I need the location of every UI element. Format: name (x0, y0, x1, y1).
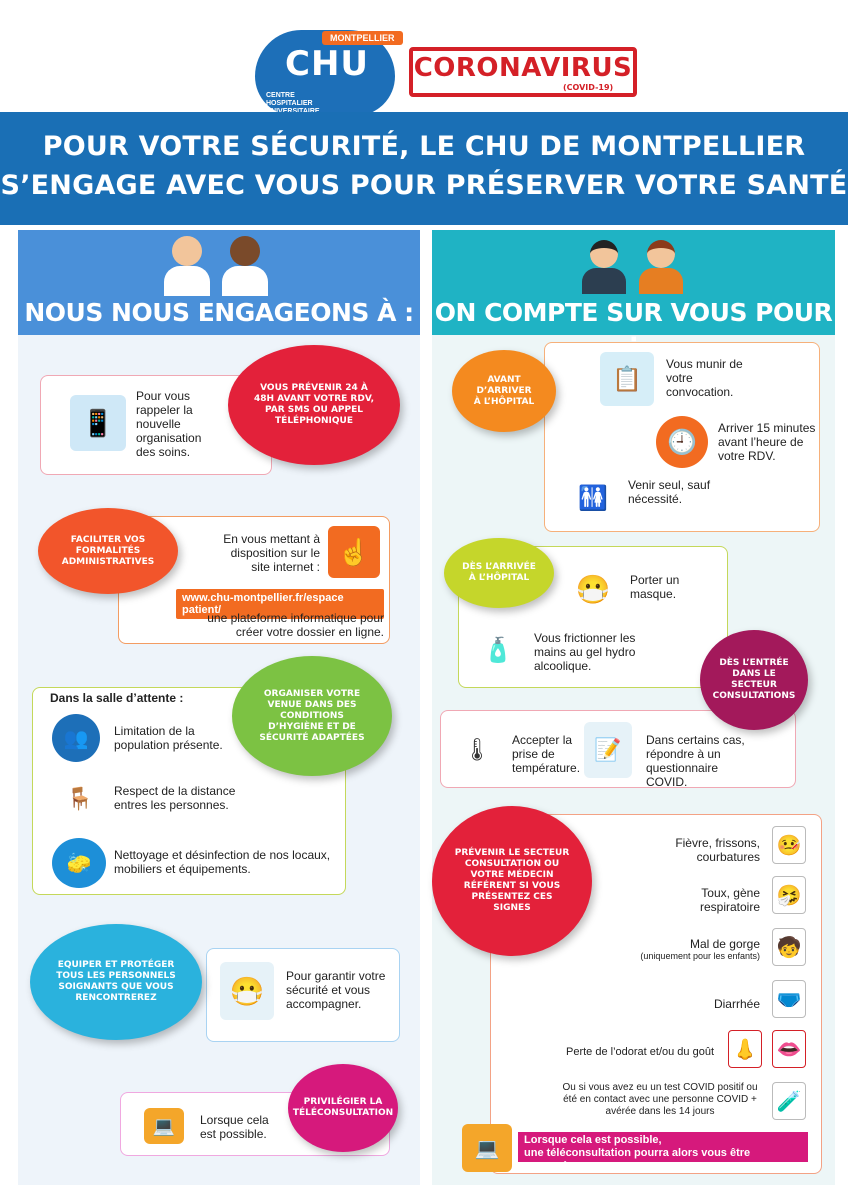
waiting-room-heading: Dans la salle d’attente : (50, 691, 184, 705)
bubble-equip: EQUIPER ET PROTÉGER TOUS LES PERSONNELS SOIGNANTS QUE VOUS RENCONTREREZ (30, 924, 202, 1040)
teleconsult-banner-line1: Lorsque cela est possible, (524, 1134, 662, 1146)
symptom-throat-note: (uniquement pour les enfants) (640, 951, 760, 961)
right-title: ON COMPTE SUR VOUS POUR (434, 298, 833, 327)
group-icon: 👥 (52, 714, 100, 762)
logo-subtitle: CENTRE HOSPITALIER (266, 92, 313, 107)
teleconsult-text: Lorsque cela est possible. (200, 1113, 269, 1141)
phone-message-icon: 📱 (70, 395, 126, 451)
bubble-organise: ORGANISER VOTRE VENUE DANS DES CONDITIONS D’HYGIÈNE ET DE SÉCURITÉ ADAPTÉES (232, 656, 392, 776)
cleaning-icon: 🧽 (52, 838, 106, 888)
bubble-symptoms: PRÉVENIR LE SECTEUR CONSULTATION OU VOTRE MÉDECIN RÉFÉRENT SI VOUS PRÉSENTEZ CES SIGNES (432, 806, 592, 956)
symptom-throat: Mal de gorge (689, 937, 760, 951)
headline-line1: POUR VOTRE SÉCURITÉ, LE CHU DE MONTPELLIER (42, 131, 806, 162)
patient-space-link[interactable]: www.chu-montpellier.fr/espace patient/ (176, 589, 384, 619)
bubble-consultation-entry: DÈS L’ENTRÉE DANS LE SECTEUR CONSULTATIONS (700, 630, 808, 730)
click-hand-icon: ☝ (328, 526, 380, 578)
masked-doctor-icon: 😷 (220, 962, 274, 1020)
waiting-item-3: Nettoyage et désinfection de nos locaux, mobiliers et équipements. (114, 848, 331, 876)
before-item-3: Venir seul, sauf nécessité. (628, 478, 711, 506)
doctor-male-icon (172, 236, 202, 266)
clock-icon: 🕘 (656, 416, 708, 468)
fever-icon: 🤒 (772, 826, 806, 864)
entry-item-1: Accepter la prise de température. (512, 733, 581, 775)
staff-protection-text: Pour garantir votre sécurité et vous accompagner. (286, 969, 386, 1011)
teleconsult-computer-icon: 💻 (462, 1124, 512, 1172)
cough-icon: 🤧 (772, 876, 806, 914)
entry-item-2: Dans certains cas, répondre à un questionnaire COVID. (646, 733, 745, 789)
symptom-test: Ou si vous avez eu un test COVID positif ou été en contact avec une personne COVID + avérée dans les 14 jours (562, 1082, 758, 1117)
symptom-diarrhea: Diarrhée (713, 997, 760, 1011)
headline-line2: S’ENGAGE AVEC VOUS POUR PRÉSERVER VOTRE SANTÉ (0, 170, 848, 201)
symptom-smell-taste: Perte de l’odorat et/ou du goût (566, 1046, 714, 1058)
before-item-2: Arriver 15 minutes avant l’heure de votre RDV. (718, 421, 816, 463)
bubble-teleconsult: PRIVILÉGIER LA TÉLÉCONSULTATION (288, 1064, 398, 1152)
admin-text2: une plateforme informatique pour créer votre dossier en ligne. (207, 611, 384, 639)
admin-text1: En vous mettant à disposition sur le site internet : (223, 532, 320, 574)
coronavirus-stamp (409, 47, 637, 97)
stamp-main: CORONAVIRUS (413, 53, 633, 83)
before-item-1: Vous munir de votre convocation. (666, 357, 743, 399)
logo-brand: CHU (285, 44, 370, 84)
no-smell-icon: 👃 (728, 1030, 762, 1068)
questionnaire-icon: 📝 (584, 722, 632, 778)
arrival-item-2: Vous frictionner les mains au gel hydro alcoolique. (534, 631, 636, 673)
teleconsult-banner (518, 1132, 808, 1172)
waiting-item-1: Limitation de la population présente. (114, 724, 223, 752)
logo-city: MONTPELLIER (322, 31, 403, 45)
distance-chairs-icon: 🪑 (52, 774, 108, 824)
symptom-cough: Toux, gène respiratoire (699, 886, 760, 914)
sore-throat-icon: 🧒 (772, 928, 806, 966)
hand-gel-icon: 🧴 (470, 622, 526, 678)
title-band (0, 112, 848, 225)
stomach-icon: 🩲 (772, 980, 806, 1018)
bubble-notify: VOUS PRÉVENIR 24 À 48H AVANT VOTRE RDV, PAR SMS OU APPEL TÉLÉPHONIQUE (228, 345, 400, 465)
stamp-sub: (COVID-19) (563, 83, 614, 92)
no-taste-icon: 👄 (772, 1030, 806, 1068)
test-tubes-icon: 🧪 (772, 1082, 806, 1120)
waiting-item-2: Respect de la distance entres les personnes. (114, 784, 236, 812)
teleconsult-banner-line2: une téléconsultation pourra alors vous être proposée. (524, 1147, 751, 1172)
left-title: NOUS NOUS ENGAGEONS À : (24, 298, 414, 327)
thermometer-icon: 🌡 (450, 722, 504, 778)
clipboard-icon: 📋 (600, 352, 654, 406)
bubble-arrival: DÈS L’ARRIVÉE À L’HÔPITAL (444, 538, 554, 608)
two-people-icon: 🚻 (566, 470, 620, 526)
symptom-fever: Fièvre, frissons, courbatures (675, 836, 760, 864)
doctor-female-icon (230, 236, 260, 266)
reminder-text: Pour vous rappeler la nouvelle organisation des soins. (136, 389, 202, 459)
arrival-item-1: Porter un masque. (630, 573, 680, 601)
bubble-before-arrival: AVANT D’ARRIVER À L’HÔPITAL (452, 350, 556, 432)
bubble-admin: FACILITER VOS FORMALITÉS ADMINISTRATIVES (38, 508, 178, 594)
man-icon (590, 240, 618, 268)
woman-icon (647, 240, 675, 268)
computer-doctor-icon: 💻 (144, 1108, 184, 1144)
mask-face-icon: 😷 (566, 560, 620, 618)
